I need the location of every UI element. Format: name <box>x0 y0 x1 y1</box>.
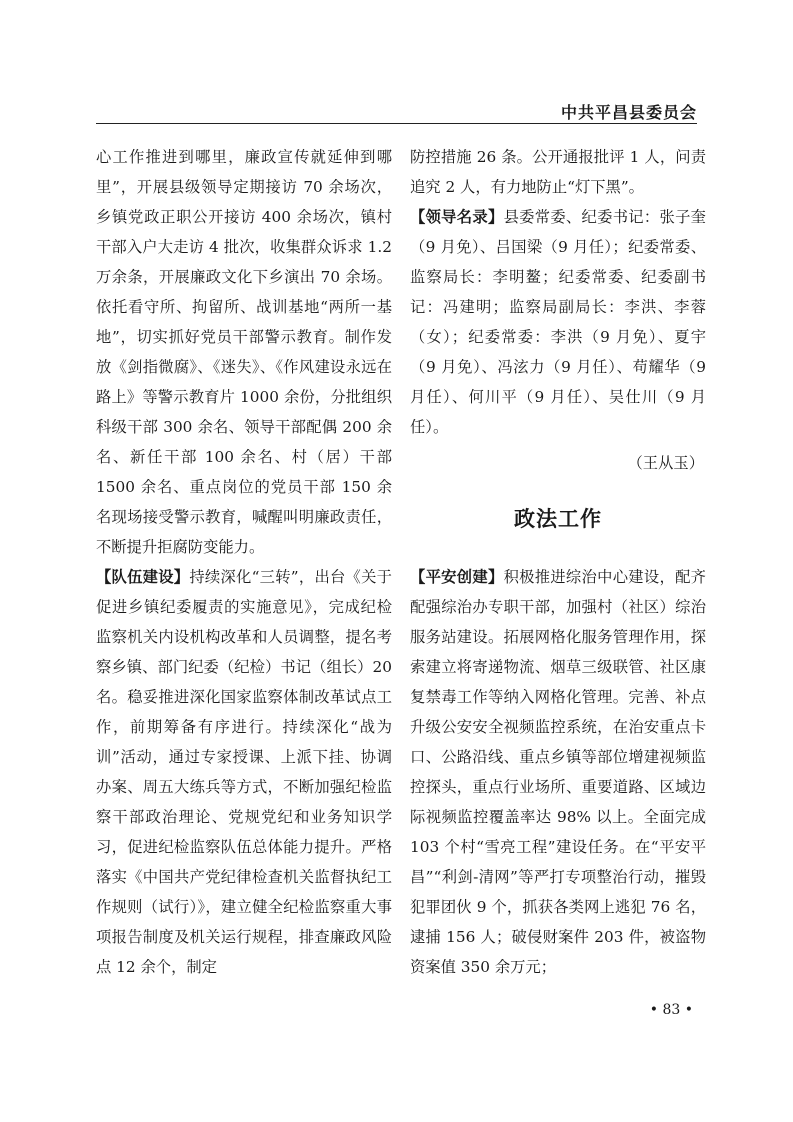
header-divider <box>96 123 697 124</box>
right-paragraph-continuation: 防控措施 26 条。公开通报批评 1 人，问责追究 2 人，有力地防止“灯下黑”。 <box>410 148 706 196</box>
left-paragraph-team-building <box>96 562 392 982</box>
right-paragraph-safety <box>410 562 706 982</box>
right-paragraph-leaders <box>410 202 706 442</box>
team-building-label: 【队伍建设】 <box>96 568 190 586</box>
running-header-title: 中共平昌县委员会 <box>560 103 697 122</box>
leaders-text: 县委常委、纪委书记：张子奎（9 月免）、吕国梁（9 月任）；纪委常委、监察局长：李明鳌；纪委常委、纪委副书记：冯建明；监察局副局长：李洪、李蓉（女）；纪委常委：李洪（9 月免）、夏宇（9 月免）、冯泫力（9 月任）、苟耀华（9 月任）、何川平（9 月任）、吴仕川（9 月任）。 <box>410 208 706 436</box>
safety-label: 【平安创建】 <box>410 568 504 586</box>
author-credit: （王从玉） <box>627 454 704 472</box>
right-column <box>410 142 706 982</box>
page-number: • 83 • <box>649 1002 693 1018</box>
left-paragraph-warning-education: 心工作推进到哪里，廉政宣传就延伸到哪里”，开展县级领导定期接访 70 余场次，乡镇党政正职公开接访 400 余场次，镇村干部入户大走访 4 批次，收集群众诉求 1.2 万余条，开展廉政文化下乡演出 70 余场。依托看守所、拘留所、战训基地“两所一基地”，切实抓好党员干部警示教育。制作发放《剑指微腐》、《迷失》、《作风建设永远在路上》等警示教育片 1000 余份，分批组织科级干部 300 余名、领导干部配偶 200 余名、新任干部 100 余名、村（居）干部 1500 余名、重点岗位的党员干部 150 余名现场接受警示教育，喊醒叫明廉政责任，不断提升拒腐防变能力。 <box>96 148 392 556</box>
team-building-text: 持续深化“三转”，出台《关于促进乡镇纪委履责的实施意见》，完成纪检监察机关内设机构改革和人员调整，提名考察乡镇、部门纪委（纪检）书记（组长）20 名。稳妥推进深化国家监察体制改革试点工作，前期筹备有序进行。持续深化“战为训”活动，通过专家授课、上派下挂、协调办案、周五大练兵等方式，不断加强纪检监察干部政治理论、党规党纪和业务知识学习，促进纪检监察队伍总体能力提升。严格落实《中国共产党纪律检查机关监督执纪工作规则（试行）》，建立健全纪检监察重大事项报告制度及机关运行规程，排查廉政风险点 12 余个，制定 <box>96 568 392 976</box>
section-title: 政法工作 <box>514 507 602 531</box>
leaders-label: 【领导名录】 <box>410 208 504 226</box>
left-column <box>96 142 392 982</box>
safety-text: 积极推进综治中心建设，配齐配强综治办专职干部，加强村（社区）综治服务站建设。拓展网格化服务管理作用，探索建立将寄递物流、烟草三级联管、社区康复禁毒工作等纳入网格化管理。完善、补点升级公安安全视频监控系统，在治安重点卡口、公路沿线、重点乡镇等部位增建视频监控探头，重点行业场所、重要道路、区域边际视频监控覆盖率达 98% 以上。全面完成 103 个村“雪亮工程”建设任务。在“平安平昌”“利剑-清网”等严打专项整治行动，摧毁犯罪团伙 9 个，抓获各类网上逃犯 76 名，逮捕 156 人；破侵财案件 203 件，被盗物资案值 350 余万元； <box>410 568 706 976</box>
